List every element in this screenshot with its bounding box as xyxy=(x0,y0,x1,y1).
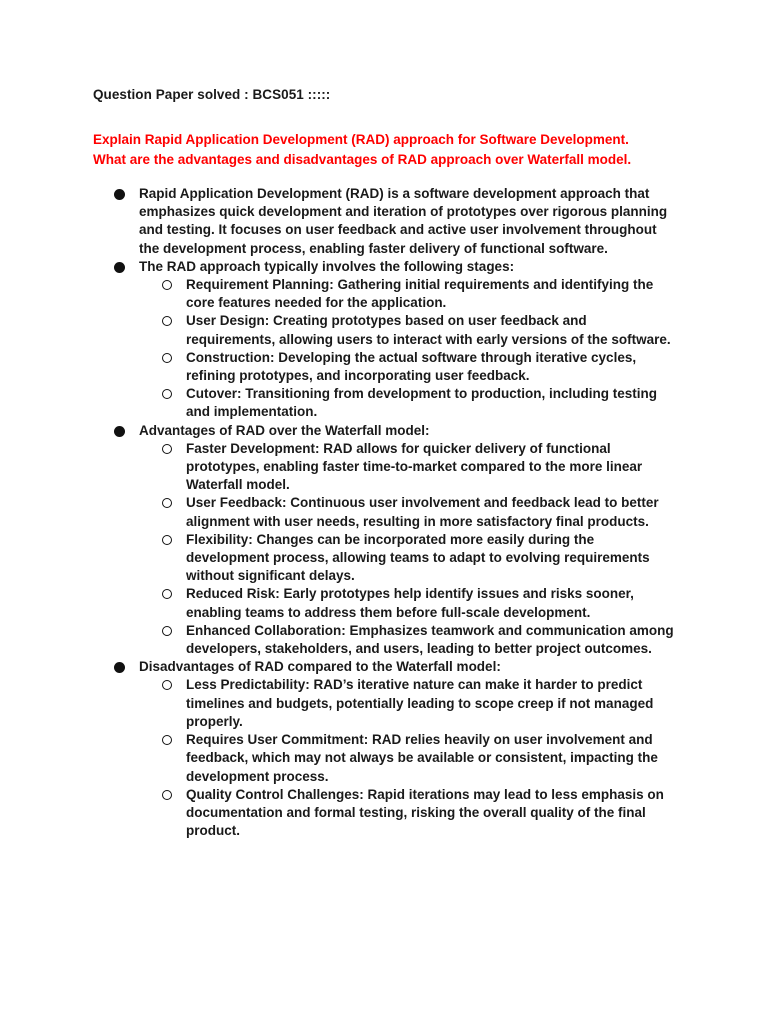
filled-bullet-icon xyxy=(114,426,125,437)
sublist-item xyxy=(0,585,676,621)
hollow-bullet-icon xyxy=(162,626,172,636)
sublist-item xyxy=(0,349,676,385)
sublist-item xyxy=(0,531,676,586)
filled-bullet-icon xyxy=(114,189,125,200)
sublist-item-text: Faster Development: RAD allows for quicker delivery of functional prototypes, enabling faster time-to-market compared to the more linear Waterfall model. xyxy=(186,440,643,493)
question-line-2: What are the advantages and disadvantages of RAD approach over Waterfall model. xyxy=(93,152,632,167)
sublist-item-text: User Feedback: Continuous user involvement and feedback lead to better alignment with user needs, resulting in more satisfactory final products. xyxy=(186,495,659,529)
list-item xyxy=(0,185,675,258)
sublist-item-text: Construction: Developing the actual software through iterative cycles, refining prototypes, and incorporating user feedback. xyxy=(186,349,637,384)
list-item xyxy=(0,258,675,276)
filled-bullet-icon xyxy=(114,262,125,273)
hollow-bullet-icon xyxy=(162,316,172,326)
list-item xyxy=(0,422,675,440)
sublist-item xyxy=(0,312,676,348)
list-item-text: Rapid Application Development (RAD) is a software development approach that emphasizes quick development and iteration of prototypes over rigorous planning and testing. It focuses on user feedback and active user involvement throughout the development process, enabling faster delivery of functional software. xyxy=(139,186,668,256)
list-item-text: Disadvantages of RAD compared to the Waterfall model: xyxy=(139,659,501,675)
list-item xyxy=(0,658,675,676)
sublist-item xyxy=(0,494,676,530)
sublist-item-text: Quality Control Challenges: Rapid iterations may lead to less emphasis on documentation and formal testing, risking the overall quality of the final product. xyxy=(186,786,664,839)
hollow-bullet-icon xyxy=(162,280,172,290)
sublist-item xyxy=(0,676,676,731)
question-line-1: Explain Rapid Application Development (RAD) approach for Software Development. xyxy=(93,132,629,147)
sublist-item xyxy=(0,276,676,312)
sublist-item xyxy=(0,385,676,421)
hollow-bullet-icon xyxy=(162,589,172,599)
list-item-text: The RAD approach typically involves the following stages: xyxy=(139,258,515,274)
sublist-item-text: Requires User Commitment: RAD relies heavily on user involvement and feedback, which may not always be available or consistent, impacting the development process. xyxy=(186,732,658,784)
hollow-bullet-icon xyxy=(162,498,172,508)
sublist xyxy=(0,440,768,658)
hollow-bullet-icon xyxy=(162,444,172,454)
sublist xyxy=(0,276,768,422)
sublist-item-text: Less Predictability: RAD’s iterative nature can make it harder to predict timelines and budgets, potentially leading to scope creep if not managed properly. xyxy=(186,677,654,729)
sublist-item-text: Reduced Risk: Early prototypes help identify issues and risks sooner, enabling teams to address them before full-scale development. xyxy=(186,586,634,620)
sublist-item-text: Requirement Planning: Gathering initial requirements and identifying the core features needed for the application. xyxy=(186,277,654,311)
sublist-item xyxy=(0,731,676,786)
sublist-item xyxy=(0,622,676,658)
sublist-item-text: Cutover: Transitioning from development to production, including testing and implementation. xyxy=(186,386,657,420)
sublist-item-text: Enhanced Collaboration: Emphasizes teamwork and communication among developers, stakeholders, and users, leading to better project outcomes. xyxy=(186,622,674,657)
list-item-text: Advantages of RAD over the Waterfall model: xyxy=(139,422,430,438)
hollow-bullet-icon xyxy=(162,353,172,363)
hollow-bullet-icon xyxy=(162,680,172,690)
sublist-item-text: Flexibility: Changes can be incorporated more easily during the development process, allowing teams to adapt to evolving requirements without significant delays. xyxy=(186,531,650,584)
sublist xyxy=(0,676,768,840)
filled-bullet-icon xyxy=(114,662,125,673)
hollow-bullet-icon xyxy=(162,790,172,800)
sublist-item xyxy=(0,440,676,495)
answer-list xyxy=(0,185,768,840)
document-title: Question Paper solved : BCS051 ::::: xyxy=(93,87,331,102)
sublist-item-text: User Design: Creating prototypes based on user feedback and requirements, allowing users to interact with early versions of the software. xyxy=(186,313,671,347)
hollow-bullet-icon xyxy=(162,389,172,399)
question-heading xyxy=(93,130,713,170)
sublist-item xyxy=(0,786,676,841)
hollow-bullet-icon xyxy=(162,735,172,745)
hollow-bullet-icon xyxy=(162,535,172,545)
